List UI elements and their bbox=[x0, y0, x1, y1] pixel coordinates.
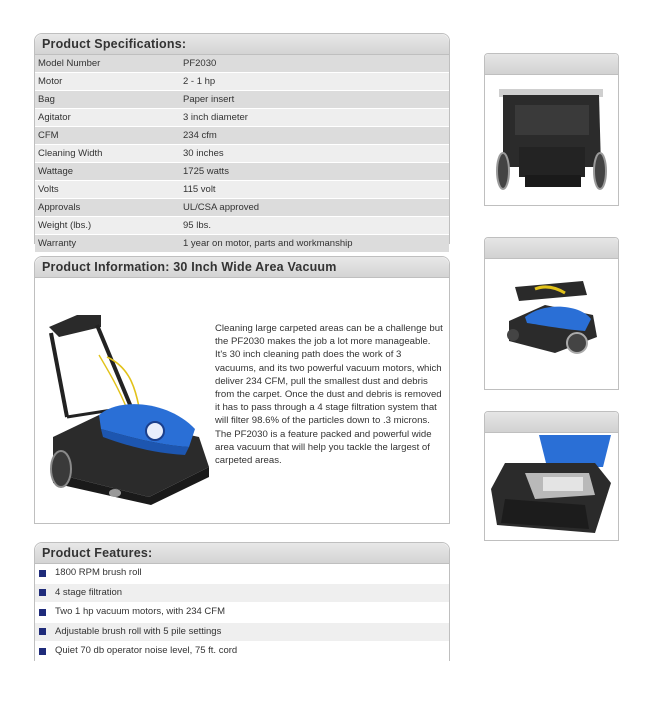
spec-value: 1725 watts bbox=[183, 166, 229, 177]
spec-value: 3 inch diameter bbox=[183, 112, 248, 123]
feature-item bbox=[35, 564, 449, 584]
spec-value: 234 cfm bbox=[183, 130, 217, 141]
vacuum-open-image bbox=[485, 433, 618, 540]
spec-row bbox=[35, 217, 449, 235]
feature-text: Two 1 hp vacuum motors, with 234 CFM bbox=[55, 606, 226, 617]
square-bullet-icon bbox=[39, 609, 46, 616]
spec-label: CFM bbox=[38, 130, 59, 141]
feature-text: 1800 RPM brush roll bbox=[55, 567, 142, 578]
feature-text: 4 stage filtration bbox=[55, 586, 123, 598]
features-panel bbox=[34, 542, 450, 661]
square-bullet-icon bbox=[39, 589, 46, 596]
square-bullet-icon bbox=[39, 628, 46, 635]
square-bullet-icon bbox=[39, 648, 46, 655]
spec-row bbox=[35, 163, 449, 181]
feature-text: Adjustable brush roll with 5 pile settings bbox=[55, 625, 222, 637]
specifications-table bbox=[35, 55, 449, 253]
spec-value: 1 year on motor, parts and workmanship bbox=[183, 238, 353, 249]
features-title: Product Features: bbox=[35, 543, 449, 564]
product-description: Cleaning large carpeted areas can be a challenge but the PF2030 makes the job a lot more manageable. It's 30 inch cleaning path does the work of 3 vacuums, and its two powerful vacuum motors, which deliver 234 CFM, pull the smallest dust and debris from the carpet. Once the dust and debris is removed it has to pass through a 4 stage filtration system that will filter 98.6% of the particles down to .3 microns. The PF2030 is a feature packed and powerful wide area vacuum that will help you tackle the largest of carpeted areas. bbox=[215, 323, 443, 467]
feature-text: Quiet 70 db operator noise level, 75 ft. cord bbox=[55, 645, 238, 656]
features-list bbox=[35, 564, 449, 662]
spec-value: UL/CSA approved bbox=[183, 202, 260, 213]
spec-row bbox=[35, 127, 449, 145]
information-title: Product Information: 30 Inch Wide Area Vacuum bbox=[35, 257, 449, 278]
spec-label: Cleaning Width bbox=[38, 148, 103, 159]
spec-row bbox=[35, 199, 449, 217]
spec-row bbox=[35, 55, 449, 73]
thumbnail-side-view[interactable] bbox=[484, 237, 619, 390]
spec-label: Motor bbox=[38, 76, 63, 87]
feature-item bbox=[35, 603, 449, 623]
vacuum-front-image bbox=[485, 75, 618, 204]
specifications-title: Product Specifications: bbox=[35, 34, 449, 55]
thumbnail-front-view[interactable] bbox=[484, 53, 619, 206]
spec-row bbox=[35, 145, 449, 163]
spec-label: Approvals bbox=[38, 202, 81, 213]
spec-label: Model Number bbox=[38, 58, 101, 69]
feature-item bbox=[35, 642, 449, 662]
thumbnail-header bbox=[485, 54, 618, 75]
square-bullet-icon bbox=[39, 570, 46, 577]
spec-row bbox=[35, 109, 449, 127]
spec-value: 115 volt bbox=[183, 184, 216, 195]
spec-row bbox=[35, 235, 449, 253]
spec-value: 30 inches bbox=[183, 148, 224, 159]
spec-label: Wattage bbox=[38, 166, 74, 177]
spec-label: Volts bbox=[38, 184, 59, 195]
feature-item bbox=[35, 623, 449, 643]
spec-row bbox=[35, 73, 449, 91]
spec-value: PF2030 bbox=[183, 58, 217, 69]
specifications-panel bbox=[34, 33, 450, 249]
spec-row bbox=[35, 181, 449, 199]
vacuum-product-image bbox=[39, 297, 211, 509]
information-panel bbox=[34, 256, 450, 524]
spec-value: Paper insert bbox=[183, 94, 235, 105]
spec-label: Agitator bbox=[38, 112, 71, 123]
spec-value: 95 lbs. bbox=[183, 220, 211, 231]
spec-label: Warranty bbox=[38, 238, 77, 249]
feature-item bbox=[35, 584, 449, 604]
spec-value: 2 - 1 hp bbox=[183, 76, 216, 87]
vacuum-side-image bbox=[485, 259, 618, 388]
thumbnail-header bbox=[485, 412, 618, 433]
thumbnail-open-view[interactable] bbox=[484, 411, 619, 541]
spec-label: Bag bbox=[38, 94, 55, 105]
spec-row bbox=[35, 91, 449, 109]
thumbnail-header bbox=[485, 238, 618, 259]
spec-label: Weight (lbs.) bbox=[38, 220, 92, 231]
